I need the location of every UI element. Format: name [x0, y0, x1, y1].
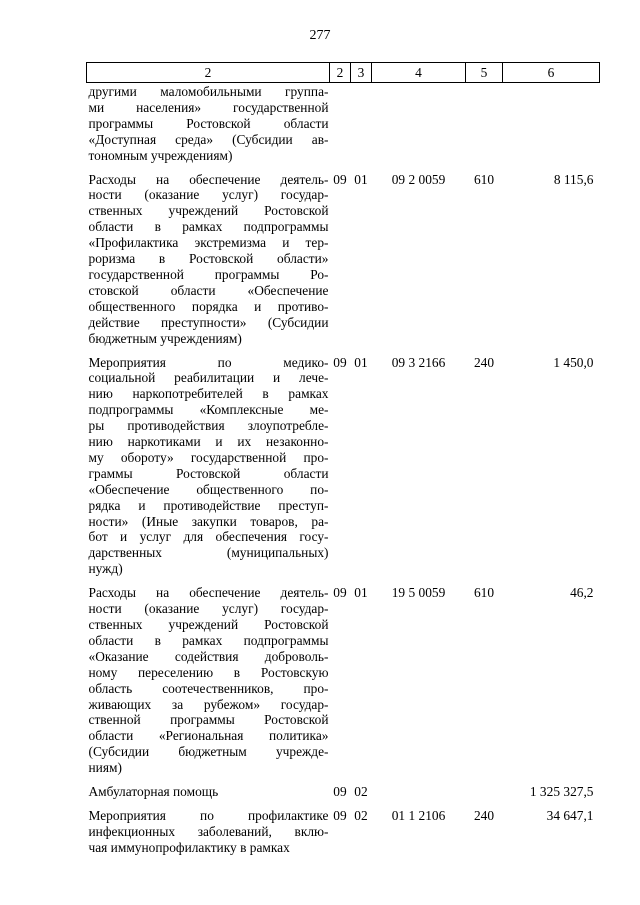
row-name-cell [87, 784, 330, 800]
row-name-line: нию наркопотребителей в рамках [88, 386, 329, 402]
table-row [87, 355, 600, 578]
row-subsection-cell: 01 [354, 171, 368, 187]
header-col-sum: 6 [503, 63, 600, 83]
row-name-cell [87, 355, 330, 578]
row-target-cell: 09 2 0059 [391, 171, 446, 187]
row-name-line: нужд) [88, 561, 123, 577]
row-name-line: стовской области «Обеспечение [88, 282, 329, 298]
row-name-line: ственных учреждений Ростовской [88, 203, 329, 219]
row-name-line: рядка и противодействие преступ- [88, 497, 329, 513]
row-name-line: бюджетным учреждениям) [88, 330, 242, 346]
row-name-line: инфекционных заболеваний, вклю- [88, 823, 329, 839]
row-name-line: Мероприятия по медико- [88, 354, 329, 370]
row-type-cell [466, 83, 503, 164]
row-name-line: роризма в Ростовской области» [88, 251, 329, 267]
row-sum-cell [503, 83, 600, 164]
header-col-name: 2 [87, 63, 330, 83]
row-sum-cell: 1 450,0 [553, 354, 594, 370]
row-name-line: область соотечественников, про- [88, 680, 329, 696]
table-body [87, 83, 600, 856]
row-name-line: Расходы на обеспечение деятель- [88, 585, 329, 601]
row-name-line: общественного порядка и противо- [88, 298, 329, 314]
row-name-line: подпрограммы «Комплексные ме- [88, 402, 329, 418]
row-subsection-cell: 02 [354, 784, 368, 800]
header-row [87, 63, 600, 83]
row-sum-cell: 1 325 327,5 [529, 784, 594, 800]
row-name-line: действие преступности» (Субсидии [88, 314, 329, 330]
row-target-cell: 09 3 2166 [391, 354, 446, 370]
row-name-line: государственной программы Ро- [88, 266, 329, 282]
row-name-line: ственных учреждений Ростовской [88, 617, 329, 632]
row-name-line: Амбулаторная помощь [88, 784, 219, 800]
row-type-cell: 610 [473, 171, 495, 187]
table-row [87, 172, 600, 347]
row-section-cell: 09 [333, 354, 347, 370]
row-type-cell: 610 [473, 585, 495, 601]
row-section-cell: 09 [333, 171, 347, 187]
row-name-line: ми населения» государственной [88, 99, 329, 115]
header-col-section: 2 [330, 63, 351, 83]
row-subsection-cell [351, 83, 372, 164]
row-name-line: ному переселению в Ростовскую [88, 664, 329, 680]
row-subsection-cell: 01 [354, 354, 368, 370]
row-gap [87, 577, 600, 585]
row-name-line: дарственных (муниципальных) [88, 545, 329, 561]
row-name-line: тономным учреждениям) [88, 147, 233, 163]
row-name-line: ности» (Иные закупки товаров, ра- [88, 513, 329, 529]
row-type-cell: 240 [473, 807, 495, 823]
row-sum-cell: 46,2 [570, 585, 594, 601]
row-name-line: области в рамках подпрограммы [88, 632, 329, 648]
row-name-cell [87, 83, 330, 164]
row-name-line: ности (оказание услуг) государ- [88, 187, 329, 203]
row-name-line: ры противодействия злоупотребле- [88, 418, 329, 434]
row-gap [87, 800, 600, 808]
row-section-cell [330, 83, 351, 164]
row-section-cell: 09 [333, 585, 347, 601]
row-section-cell: 09 [333, 784, 347, 800]
row-name-cell [87, 585, 330, 776]
row-gap [87, 164, 600, 172]
row-name-line: другими маломобильными группа- [88, 84, 329, 99]
row-name-line: чая иммунопрофилактику в рамках [88, 839, 290, 855]
row-name-line: области «Региональная политика» [88, 728, 329, 744]
row-target-cell: 01 1 2106 [391, 807, 446, 823]
row-type-cell [466, 784, 503, 800]
row-name-cell [87, 172, 330, 347]
row-name-line: «Оказание содействия доброволь- [88, 648, 329, 664]
header-col-target: 4 [372, 63, 466, 83]
row-subsection-cell: 01 [354, 585, 368, 601]
row-name-line: «Профилактика экстремизма и тер- [88, 235, 329, 251]
row-name-line: (Субсидии бюджетным учрежде- [88, 744, 329, 760]
table-row [87, 808, 600, 856]
budget-table [86, 62, 600, 856]
table-row [87, 83, 600, 164]
row-name-line: нию наркотиками и их незаконно- [88, 434, 329, 450]
row-gap [87, 776, 600, 784]
table-row [87, 784, 600, 800]
row-target-cell [372, 784, 466, 800]
row-target-cell: 19 5 0059 [391, 585, 446, 601]
row-name-line: «Доступная среда» (Субсидии ав- [88, 131, 329, 147]
row-name-line: Мероприятия по профилактике [88, 807, 329, 823]
row-name-line: Расходы на обеспечение деятель- [88, 171, 329, 187]
row-name-line: «Обеспечение общественного по- [88, 481, 329, 497]
row-section-cell: 09 [333, 807, 347, 823]
row-name-line: области в рамках подпрограммы [88, 219, 329, 235]
row-name-line: граммы Ростовской области [88, 465, 329, 481]
row-subsection-cell: 02 [354, 807, 368, 823]
row-sum-cell: 34 647,1 [546, 807, 594, 823]
table-row [87, 585, 600, 776]
row-name-line: живающих за рубежом» государ- [88, 696, 329, 712]
row-name-line: ственной программы Ростовской [88, 712, 329, 728]
row-type-cell: 240 [473, 354, 495, 370]
header-col-type: 5 [466, 63, 503, 83]
row-name-line: программы Ростовской области [88, 115, 329, 131]
row-name-line: му обороту» государственной про- [88, 449, 329, 465]
page-number: 277 [309, 28, 331, 43]
row-name-line: ниям) [88, 760, 122, 776]
row-gap [87, 347, 600, 355]
header-col-subsection: 3 [351, 63, 372, 83]
row-name-line: ности (оказание услуг) государ- [88, 601, 329, 617]
row-name-line: бот и услуг для обеспечения госу- [88, 529, 329, 545]
row-target-cell [372, 83, 466, 164]
row-name-cell [87, 808, 330, 856]
row-name-line: социальной реабилитации и лече- [88, 370, 329, 386]
row-sum-cell: 8 115,6 [553, 171, 594, 187]
